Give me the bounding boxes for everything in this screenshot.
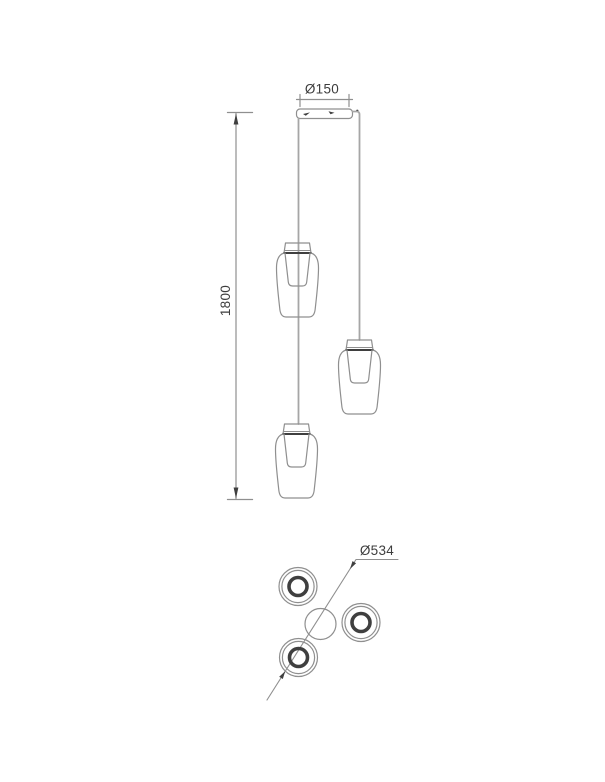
lamp-b-inner-rim (345, 606, 377, 638)
lamp-2-outer-shade (339, 350, 381, 414)
lamp-2 (339, 340, 381, 414)
lamp-2-socket (346, 340, 373, 350)
height-arrow-down (234, 488, 239, 499)
lamp-3-outer-shade (276, 434, 318, 498)
top-view (267, 543, 398, 700)
dimension-canopy-diameter (297, 82, 353, 107)
suspension-height-label: 1800 (218, 284, 233, 317)
lamp-3 (276, 424, 318, 498)
lamp-3-socket (283, 424, 310, 434)
lamp-a-shade-rim (279, 568, 317, 606)
overall-arrow-bottom (279, 671, 285, 679)
side-view (218, 82, 381, 500)
canopy-diameter-label: Ø150 (304, 81, 340, 97)
lamp-circle-right (342, 604, 380, 642)
canopy-top-circle (305, 609, 336, 640)
lamp-3-inner-diffuser (284, 434, 309, 467)
dimension-overall-diameter (267, 543, 398, 700)
lamp-a-socket-ring (289, 578, 307, 596)
ceiling-canopy (297, 109, 359, 119)
height-arrow-up (234, 114, 239, 125)
lamp-b-socket-ring (352, 614, 370, 632)
cord-right (353, 112, 360, 341)
lamp-a-inner-rim (282, 570, 314, 602)
lamp-circle-lower-left (280, 639, 318, 677)
lamp-1-outer-shade (277, 253, 319, 317)
lamp-1 (277, 243, 319, 317)
lamp-1-socket (284, 243, 311, 253)
lamp-2-inner-diffuser (347, 350, 372, 383)
overall-diameter-label: Ø534 (359, 543, 395, 558)
lamp-c-inner-rim (282, 641, 314, 673)
lamp-c-shade-rim (280, 639, 318, 677)
lamp-b-shade-rim (342, 604, 380, 642)
lamp-circle-upper-left (279, 568, 317, 606)
dimension-suspension-height (218, 113, 253, 500)
lamp-1-inner-diffuser (285, 253, 310, 286)
overall-arrow-top (350, 561, 356, 569)
